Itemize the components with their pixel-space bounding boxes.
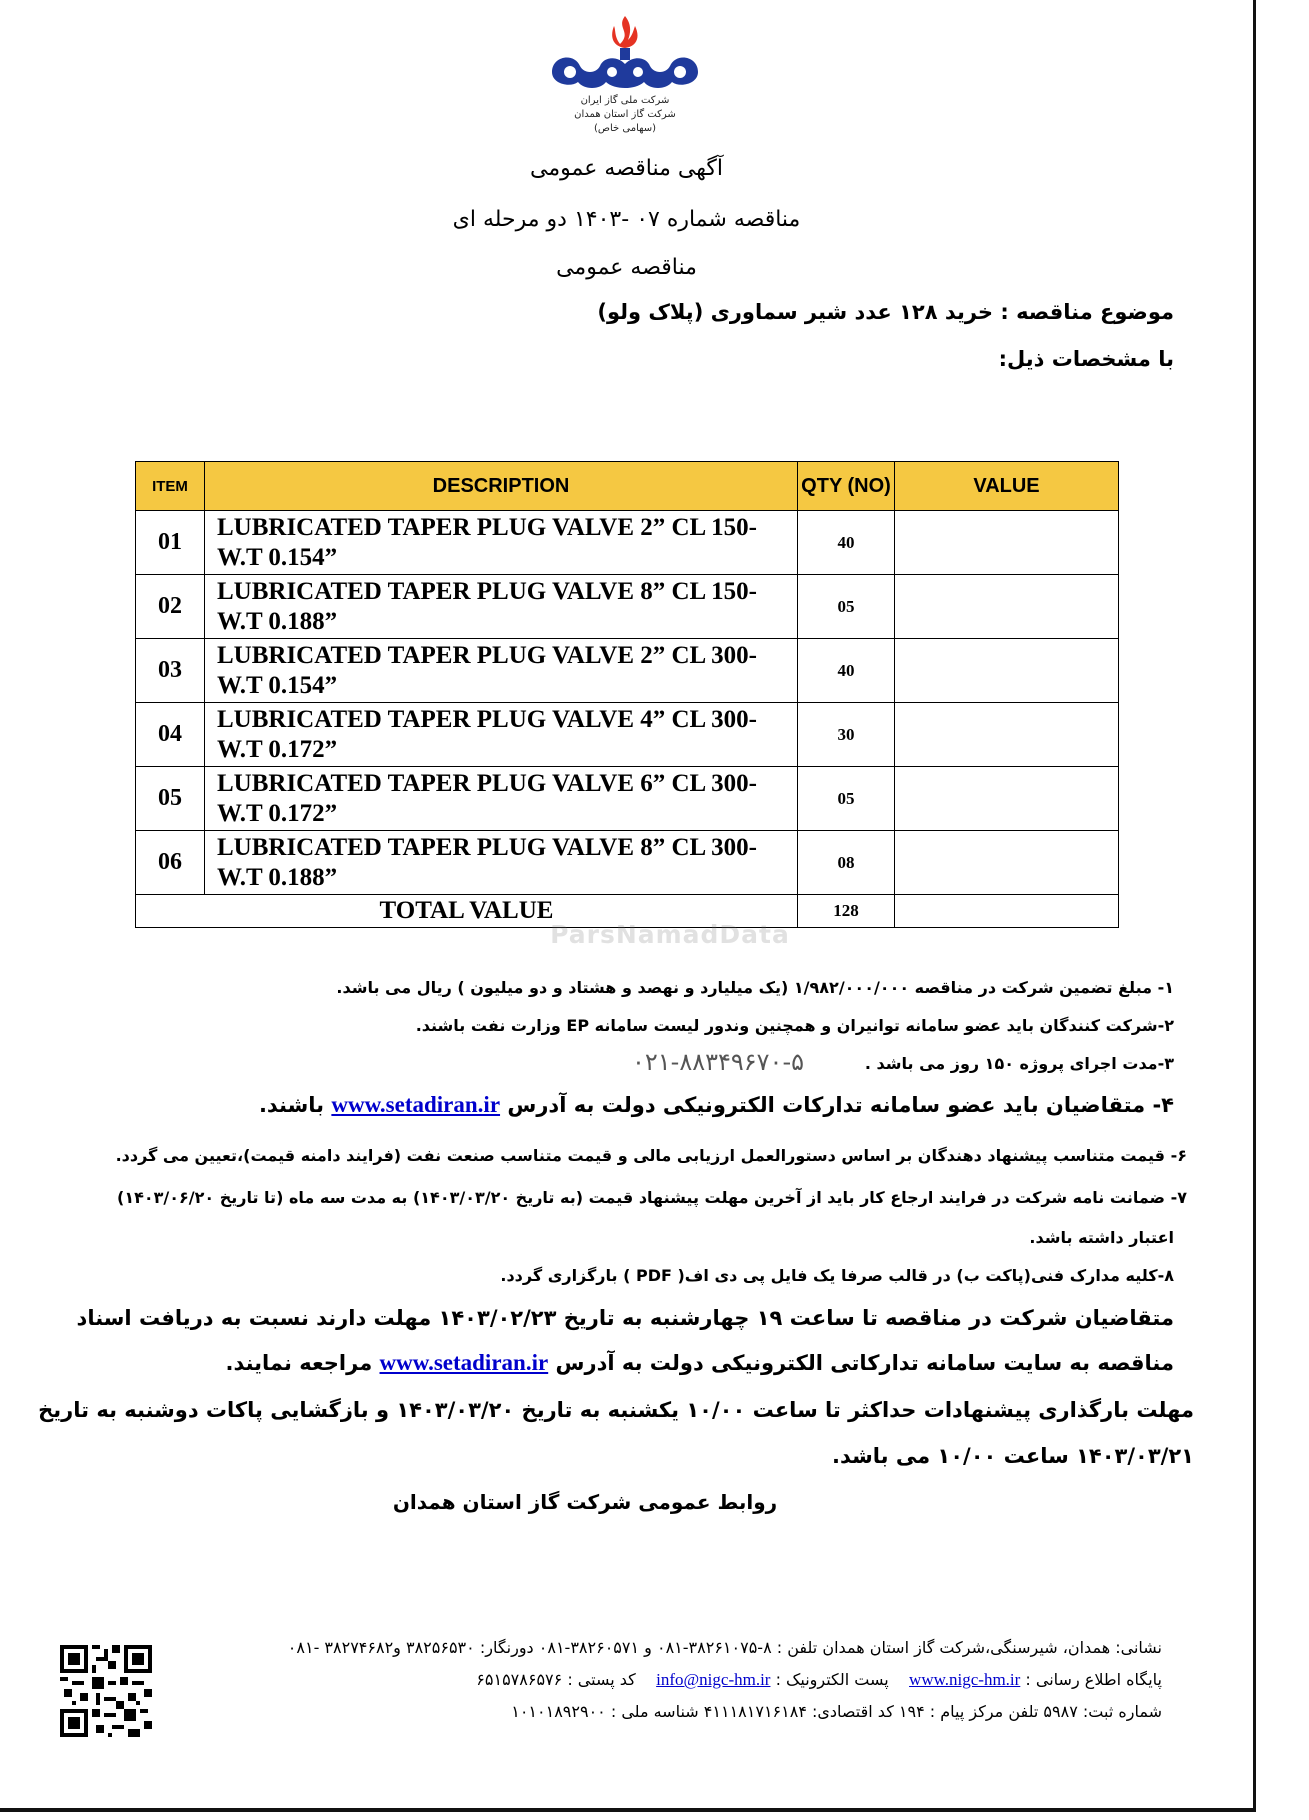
table-row [136, 639, 1119, 703]
table-row [136, 767, 1119, 831]
paragraph-1-end: مراجعه نمایند. [225, 1351, 373, 1375]
row-description: LUBRICATED TAPER PLUG VALVE 2” CL 300-W.T 0.154” [205, 639, 798, 703]
note-1: ۱- مبلغ تضمین شرکت در مناقصه ۱/۹۸۲/۰۰۰/۰۰۰ (یک میلیارد و نهصد و هشتاد و دو میلیون ) ریال می باشد. [336, 978, 1174, 997]
header-qty: QTY (NO) [798, 462, 895, 511]
row-item: 04 [136, 703, 205, 767]
paragraph-2-line-1: مهلت بارگذاری پیشنهادات حداکثر تا ساعت ۱۰/۰۰ یکشنبه به تاریخ ۱۴۰۳/۰۳/۲۰ و بازگشایی پاکات دوشنبه به تاریخ [38, 1398, 1194, 1422]
table-row [136, 831, 1119, 895]
row-value [895, 575, 1119, 639]
header-description: DESCRIPTION [205, 462, 798, 511]
row-item: 01 [136, 511, 205, 575]
phone-watermark-text: ۰۲۱-۸۸۳۴۹۶۷۰-۵ [631, 1048, 804, 1076]
postal-code: کد پستی : ۶۵۱۵۷۸۶۵۷۶ [476, 1670, 636, 1689]
paragraph-1-line-2 [24, 1350, 1174, 1376]
paragraph-1-line-1: متقاضیان شرکت در مناقصه تا ساعت ۱۹ چهارشنبه به تاریخ ۱۴۰۳/۰۲/۲۳ مهلت دارند نسبت به دریافت اسناد [76, 1306, 1174, 1330]
note-4 [74, 1092, 1174, 1118]
email-label: پست الکترونیک : [775, 1670, 889, 1689]
row-qty: 30 [798, 703, 895, 767]
header-value: VALUE [895, 462, 1119, 511]
website-label: پایگاه اطلاع رسانی : [1025, 1670, 1162, 1689]
row-description: LUBRICATED TAPER PLUG VALVE 8” CL 300-W.T 0.188” [205, 831, 798, 895]
row-value [895, 511, 1119, 575]
row-value [895, 767, 1119, 831]
email-link[interactable]: info@nigc-hm.ir [656, 1670, 771, 1689]
tender-number: مناقصه شماره ۰۷ -۱۴۰۳ دو مرحله ای [452, 207, 801, 232]
row-qty: 05 [798, 575, 895, 639]
tender-subject: موضوع مناقصه : خرید ۱۲۸ عدد شیر سماوری (پلاک ولو) [597, 300, 1174, 324]
logo-line-3: (سهامی خاص) [593, 123, 657, 134]
row-value [895, 639, 1119, 703]
row-item: 05 [136, 767, 205, 831]
row-item: 03 [136, 639, 205, 703]
row-description: LUBRICATED TAPER PLUG VALVE 8” CL 150-W.T 0.188” [205, 575, 798, 639]
table-row [136, 575, 1119, 639]
setadiran-link-2[interactable]: www.setadiran.ir [379, 1350, 549, 1375]
note-2: ۲-شرکت کنندگان باید عضو سامانه توانیران و همچنین وندور لیست سامانه EP وزارت نفت باشند. [415, 1016, 1174, 1035]
row-qty: 05 [798, 767, 895, 831]
website-link[interactable]: www.nigc-hm.ir [909, 1670, 1021, 1689]
nigc-emblem-icon [540, 12, 710, 94]
note-4-text: ۴- متقاضیان باید عضو سامانه تدارکات الکترونیکی دولت به آدرس [507, 1093, 1174, 1117]
footer-contacts [212, 1670, 1162, 1690]
row-value [895, 831, 1119, 895]
paragraph-1-text: مناقصه به سایت سامانه تدارکاتی الکترونیکی دولت به آدرس [555, 1351, 1174, 1375]
company-logo [535, 12, 715, 147]
table-row [136, 511, 1119, 575]
qr-code-icon [60, 1645, 152, 1737]
note-6: ۶- قیمت متناسب پیشنهاد دهندگان بر اساس دستورالعمل ارزیابی مالی و قیمت متناسب صنعت نفت (فرایند دامنه قیمت)،تعیین می گردد. [115, 1146, 1187, 1165]
notice-title: آگهی مناقصه عمومی [530, 156, 723, 181]
note-4-end: باشند. [258, 1093, 325, 1117]
logo-line-1: شرکت ملی گاز ایران [580, 95, 670, 106]
total-label: TOTAL VALUE [136, 895, 798, 928]
total-qty: 128 [798, 895, 895, 928]
logo-line-2: شرکت گاز استان همدان [574, 109, 676, 120]
footer-registration: شماره ثبت: ۵۹۸۷ تلفن مرکز پیام : ۱۹۴ کد اقتصادی: ۴۱۱۱۸۱۷۱۶۱۸۴ شناسه ملی : ۱۰۱۰۱۸۹۲۹۰۰ [511, 1702, 1162, 1721]
table-header-row [136, 462, 1119, 511]
page-border-right [1253, 0, 1256, 1812]
items-table [135, 461, 1119, 928]
row-qty: 08 [798, 831, 895, 895]
note-8: ۸-کلیه مدارک فنی(پاکت ب) در قالب صرفا یک فایل پی دی اف( PDF ) بارگزاری گردد. [500, 1266, 1174, 1285]
paragraph-2-line-2: ۱۴۰۳/۰۳/۲۱ ساعت ۱۰/۰۰ می باشد. [832, 1444, 1194, 1468]
row-description: LUBRICATED TAPER PLUG VALVE 4” CL 300-W.T 0.172” [205, 703, 798, 767]
setadiran-link[interactable]: www.setadiran.ir [331, 1092, 501, 1117]
row-item: 06 [136, 831, 205, 895]
note-3: ۳-مدت اجرای پروژه ۱۵۰ روز می باشد . [864, 1054, 1174, 1073]
row-qty: 40 [798, 511, 895, 575]
specs-intro: با مشخصات ذیل: [998, 347, 1174, 371]
total-value-cell [895, 895, 1119, 928]
row-description: LUBRICATED TAPER PLUG VALVE 2” CL 150-W.T 0.154” [205, 511, 798, 575]
row-qty: 40 [798, 639, 895, 703]
footer-address: نشانی: همدان، شیرسنگی،شرکت گاز استان همدان تلفن : ۸-۳۸۲۶۱۰۷۵-۰۸۱ و ۳۸۲۶۰۵۷۱-۰۸۱ دورنگار: ۳۸۲۵۶۵۳۰ و۳۸۲۷۴۶۸۲ -۰۸۱ [287, 1638, 1162, 1657]
row-value [895, 703, 1119, 767]
closing-signature: روابط عمومی شرکت گاز استان همدان [392, 1490, 778, 1514]
note-7-line-1: ۷- ضمانت نامه شرکت در فرایند ارجاع کار باید از آخرین مهلت پیشنهاد قیمت (به تاریخ ۱۴۰۳/۰۳/۲۰) به مدت سه ماه (تا تاریخ ۱۴۰۳/۰۶/۲۰) [117, 1188, 1187, 1207]
note-7-line-2: اعتبار داشته باشد. [1029, 1228, 1174, 1247]
watermark-text: ParsNamadData [550, 920, 790, 949]
row-description: LUBRICATED TAPER PLUG VALVE 6” CL 300-W.T 0.172” [205, 767, 798, 831]
table-row [136, 703, 1119, 767]
page-border-bottom [0, 1808, 1256, 1812]
row-item: 02 [136, 575, 205, 639]
header-item: ITEM [136, 462, 205, 511]
tender-type: مناقصه عمومی [556, 255, 697, 280]
